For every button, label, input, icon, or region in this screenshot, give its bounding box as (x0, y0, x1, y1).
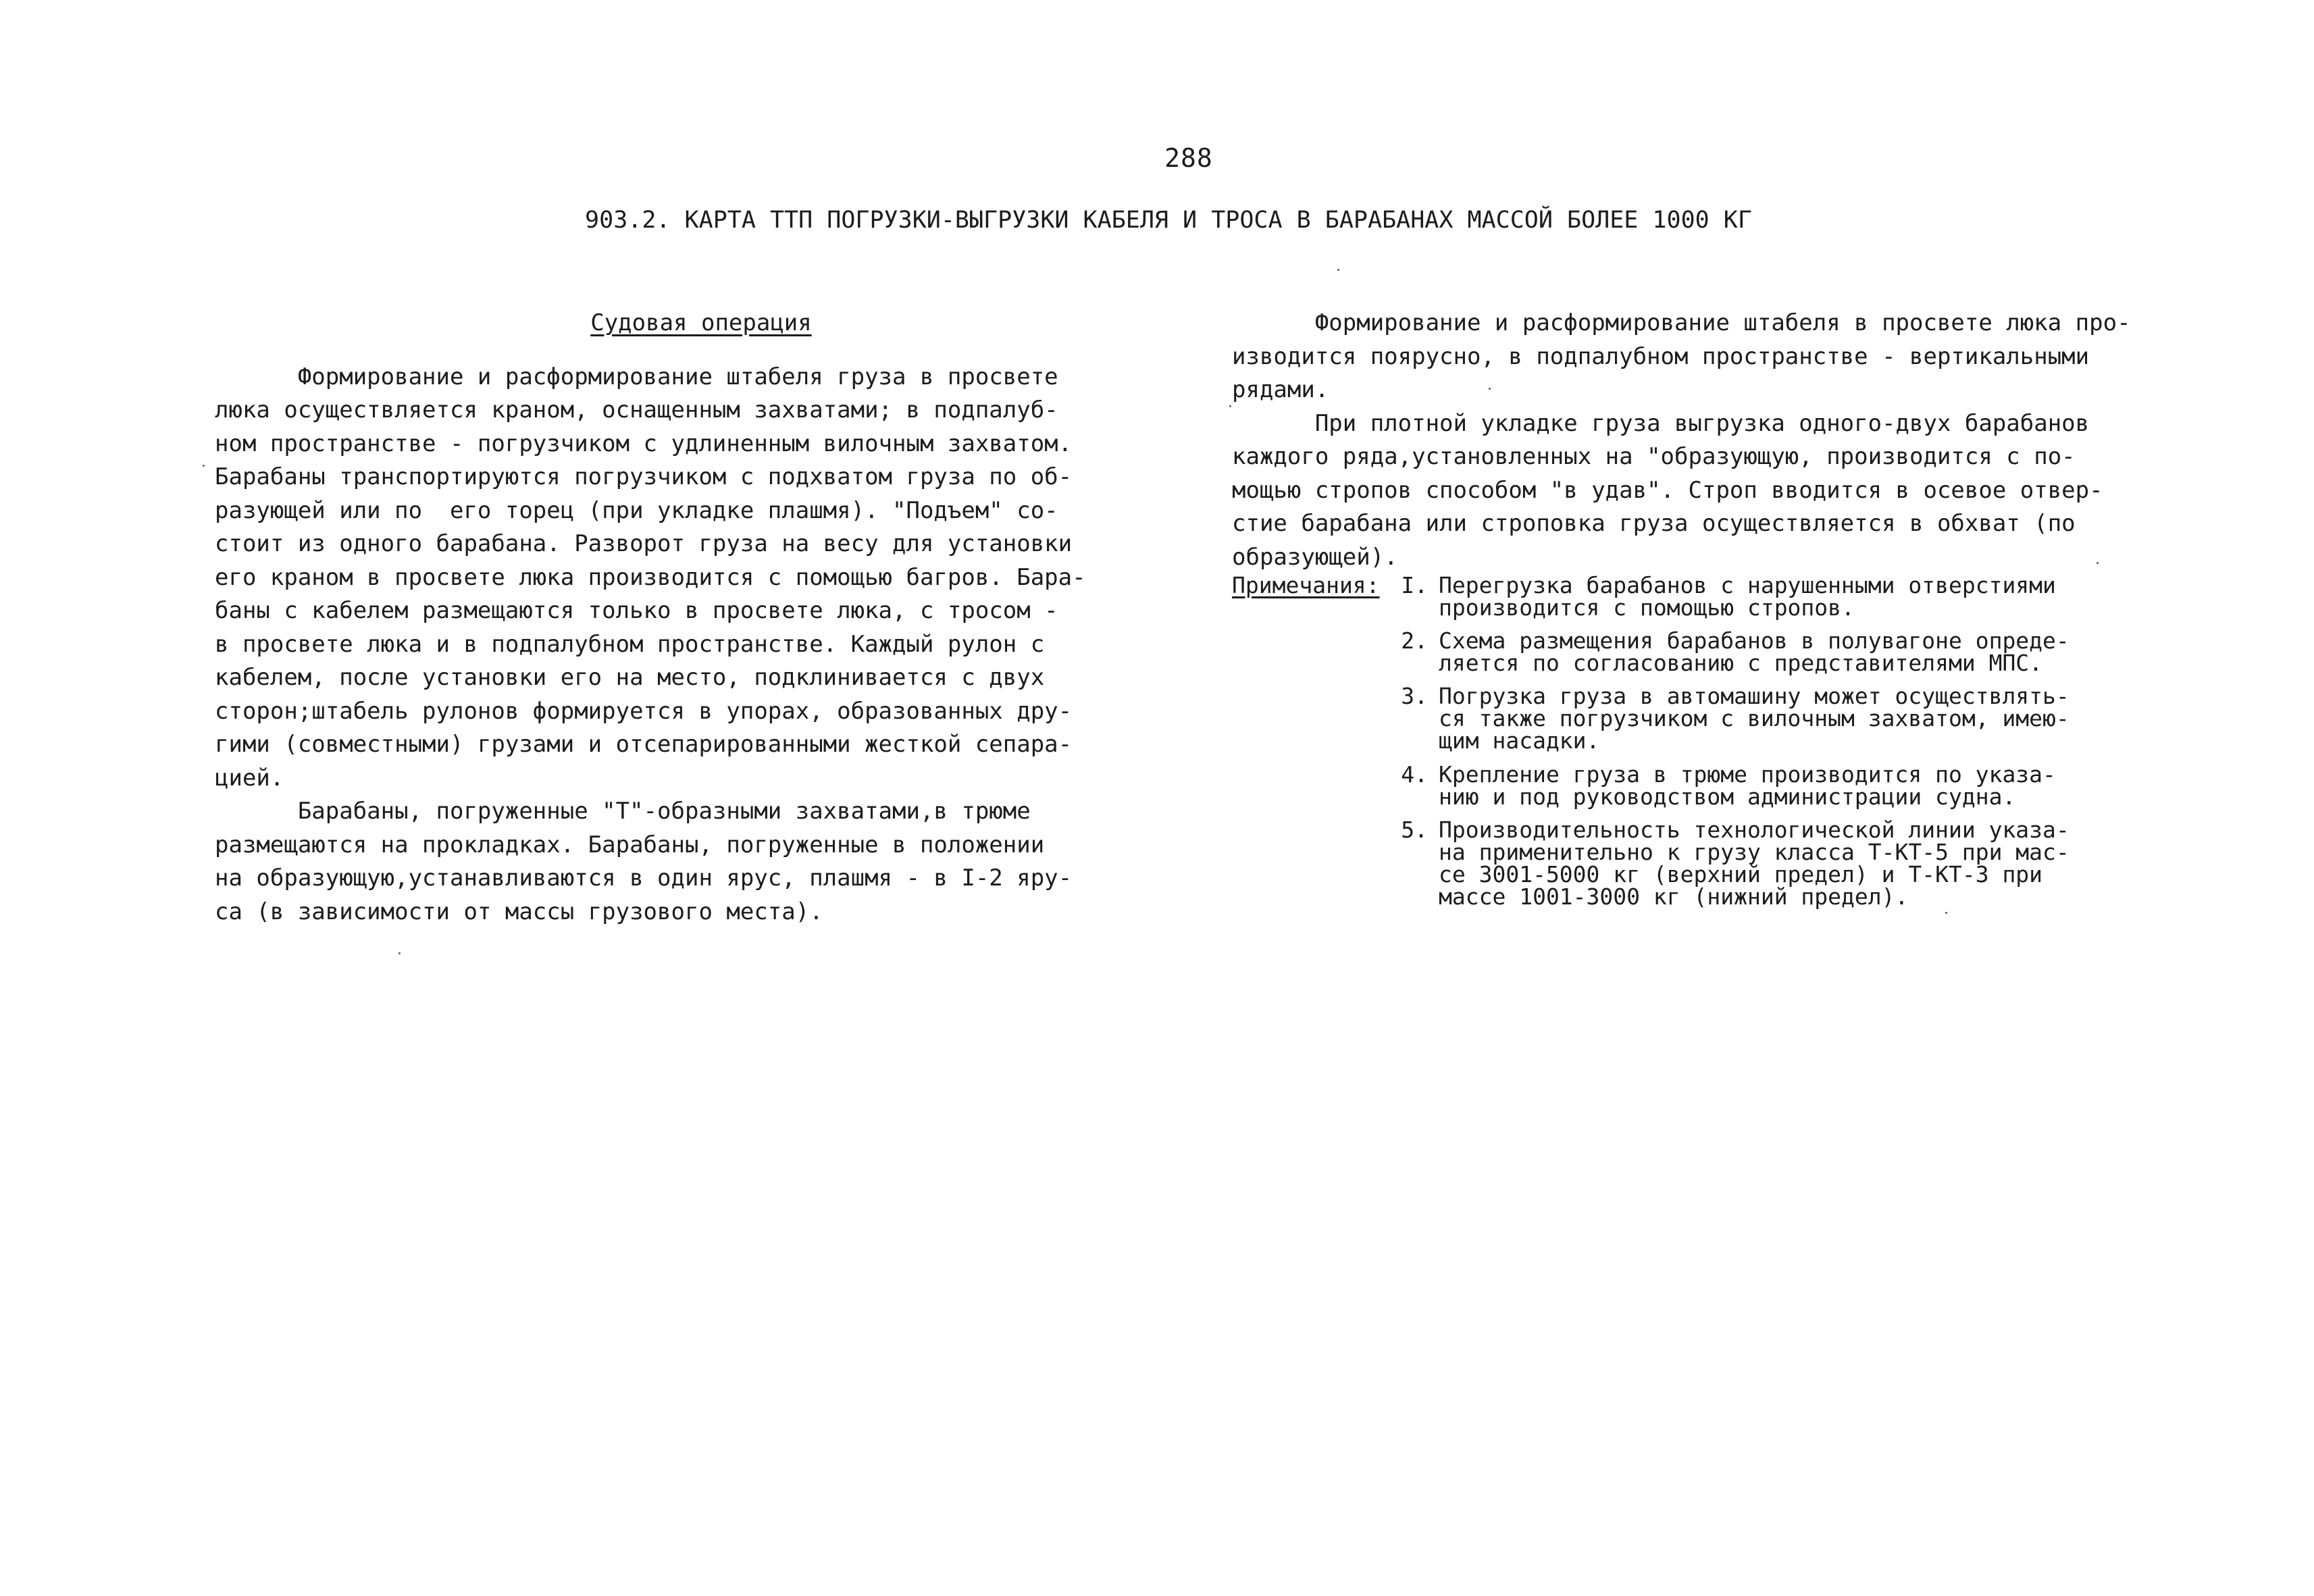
left-line: разующей или по его торец (при укладке плашмя). "Подъем" со- (215, 496, 1058, 524)
note-number: I. (1401, 572, 1428, 598)
note-line: нию и под руководством администрации судна. (1439, 783, 2016, 810)
right-line: мощью стропов способом "в удав". Строп вводится в осевое отвер- (1232, 476, 2103, 504)
scan-speck (1489, 388, 1491, 390)
note-line: Крепление груза в трюме производится по указа- (1439, 761, 2056, 788)
section-heading: Судовая операция (590, 309, 812, 336)
left-line: Барабаны, погруженные "Т"-образными захватами,в трюме (215, 798, 1031, 825)
note-line: на применительно к грузу класса Т-КТ-5 при мас- (1439, 839, 2069, 865)
left-line: люка осуществляется краном, оснащенным захватами; в подпалуб- (215, 396, 1058, 423)
note-line: щим насадки. (1439, 727, 1600, 754)
note-number: 3. (1401, 683, 1428, 709)
left-line: цией. (215, 764, 284, 792)
note-number: 2. (1401, 627, 1428, 654)
note-number: 4. (1401, 761, 1428, 788)
note-line: се 3001-5000 кг (верхний предел) и Т-КТ-3 при (1439, 861, 2043, 887)
note-text (1439, 763, 2121, 808)
note-text (1439, 574, 2121, 619)
note-line: ляется по согласованию с представителями МПС. (1439, 650, 2043, 676)
left-line: баны с кабелем размещаются только в просвете люка, с тросом - (215, 597, 1058, 624)
left-line: кабелем, после установки его на место, подклинивается с двух (215, 664, 1045, 691)
right-line: изводится поярусно, в подпалубном пространстве - вертикальными (1232, 342, 2090, 370)
note-line: Производительность технологической линии указа- (1439, 817, 2069, 843)
document-title: 903.2. КАРТА ТТП ПОГРУЗКИ-ВЫГРУЗКИ КАБЕЛЯ И ТРОСА В БАРАБАНАХ МАССОЙ БОЛЕЕ 1000 КГ (585, 207, 1752, 234)
right-line: При плотной укладке груза выгрузка одного-двух барабанов (1232, 409, 2090, 437)
note-number: 5. (1401, 817, 1428, 843)
notes-label: Примечания: (1232, 572, 1380, 598)
right-column (1232, 307, 2131, 574)
left-line: са (в зависимости от массы грузового места). (215, 898, 823, 925)
note-line: производится с помощью стропов. (1439, 594, 1855, 621)
scan-speck (1337, 269, 1339, 271)
right-line: образующей). (1232, 543, 1398, 571)
scan-speck (398, 952, 401, 954)
left-line: его краном в просвете люка производится с помощью багров. Бара- (215, 563, 1086, 591)
note-line: Схема размещения барабанов в полувагоне опреде- (1439, 627, 2069, 654)
left-line: гими (совместными) грузами и отсепарированными жесткой сепара- (215, 731, 1073, 758)
page-number: 288 (1164, 143, 1213, 173)
left-line: Барабаны транспортируются погрузчиком с подхватом груза по об- (215, 463, 1073, 490)
left-line: размещаются на прокладках. Барабаны, погруженные в положении (215, 831, 1045, 858)
scan-speck (1945, 912, 1947, 914)
note-line: ся также погрузчиком с вилочным захватом, имею- (1439, 705, 2069, 731)
right-line: Формирование и расформирование штабеля в просвете люка про- (1232, 309, 2131, 336)
note-line: массе 1001-3000 кг (нижний предел). (1439, 883, 1909, 910)
note-text (1439, 685, 2121, 752)
left-line: на образующую,устанавливаются в один ярус, плашмя - в I-2 яру- (215, 865, 1073, 892)
left-line: сторон;штабель рулонов формируется в упорах, образованных дру- (215, 697, 1073, 725)
scan-speck (2097, 562, 2099, 564)
left-line: в просвете люка и в подпалубном пространстве. Каждый рулон с (215, 630, 1045, 658)
scan-speck (1229, 405, 1231, 407)
note-line: Перегрузка барабанов с нарушенными отверстиями (1439, 572, 2056, 598)
scan-speck (203, 465, 205, 467)
left-line: Формирование и расформирование штабеля груза в просвете (215, 363, 1058, 390)
note-text (1439, 629, 2121, 674)
right-line: рядами. (1232, 376, 1329, 403)
left-line: ном пространстве - погрузчиком с удлиненным вилочным захватом. (215, 430, 1073, 457)
right-line: стие барабана или строповка груза осуществляется в обхват (по (1232, 510, 2076, 537)
left-column (215, 307, 1093, 929)
right-line: каждого ряда,установленных на "образующую, производится с по- (1232, 443, 2076, 470)
left-line: стоит из одного барабана. Разворот груза на весу для установки (215, 530, 1073, 557)
note-text (1439, 819, 2121, 908)
note-line: Погрузка груза в автомашину может осуществлять- (1439, 683, 2069, 709)
